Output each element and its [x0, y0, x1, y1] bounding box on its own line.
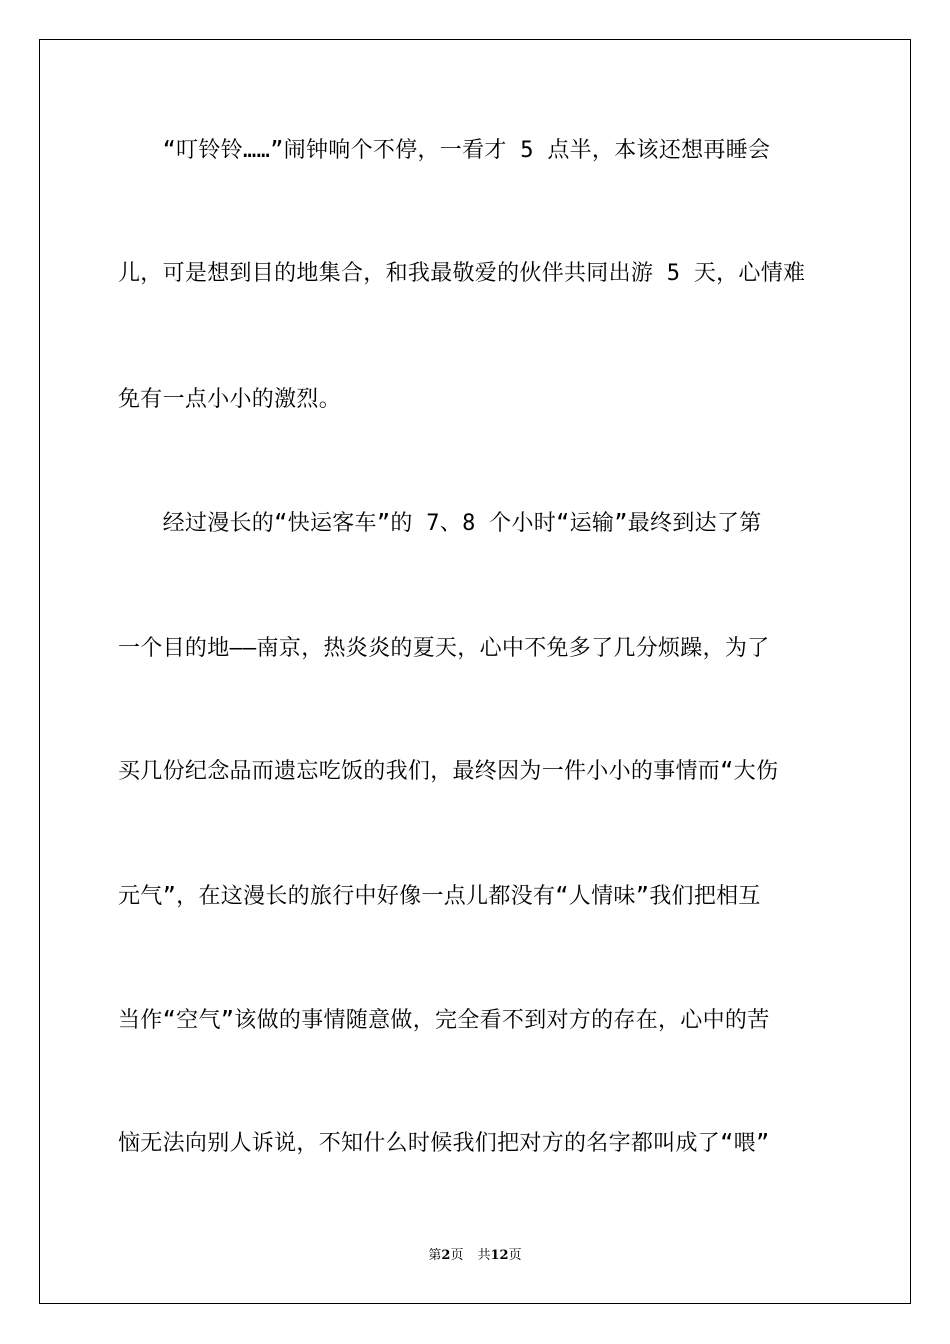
page-label-suffix: 页 — [450, 1248, 464, 1263]
text-line-1: “叮铃铃……”闹钟响个不停，一看才 5 点半，本该还想再睡会 — [118, 138, 771, 163]
page-number: 2 — [441, 1248, 451, 1263]
text-line-7: 元气”，在这漫长的旅行中好像一点儿都没有“人情味”我们把相互 — [118, 884, 761, 909]
page-label-prefix: 第 — [428, 1248, 442, 1263]
text-line-4: 经过漫长的“快运客车”的 7、8 个小时“运输”最终到达了第 — [118, 511, 762, 536]
text-line-9: 恼无法向别人诉说，不知什么时候我们把对方的名字都叫成了“喂” — [118, 1131, 770, 1156]
text-line-5: 一个目的地——南京，热炎炎的夏天，心中不免多了几分烦躁，为了 — [118, 636, 770, 661]
text-line-3: 免有一点小小的激烈。 — [118, 387, 342, 412]
page-footer — [0, 1248, 950, 1264]
text-line-8: 当作“空气”该做的事情随意做，完全看不到对方的存在，心中的苦 — [118, 1008, 770, 1033]
total-label-suffix: 页 — [508, 1248, 522, 1263]
total-pages: 12 — [490, 1248, 509, 1263]
text-line-6: 买几份纪念品而遗忘吃饭的我们，最终因为一件小小的事情而“大伤 — [118, 759, 779, 784]
total-label-prefix: 共 — [477, 1248, 491, 1263]
page-border — [39, 39, 911, 1304]
text-line-2: 儿，可是想到目的地集合，和我最敬爱的伙伴共同出游 5 天，心情难 — [118, 261, 806, 286]
